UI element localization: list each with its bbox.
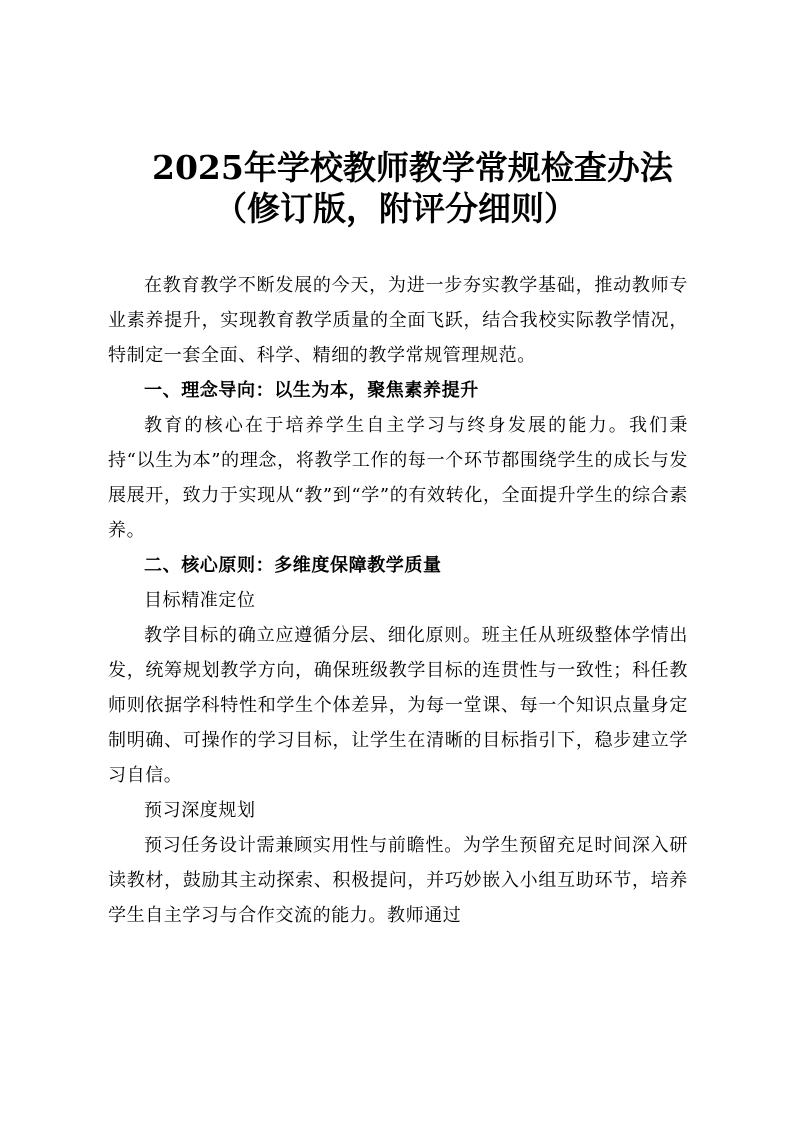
document-title-line2: （修订版，附评分细则） <box>214 189 577 228</box>
document-title-line1: 2025年学校教师教学常规检查办法 <box>152 148 673 187</box>
document-body <box>108 268 688 933</box>
intro-paragraph: 在教育教学不断发展的今天，为进一步夯实教学基础，推动教师专业素养提升，实现教育教学质量的全面飞跃，结合我校实际教学情况，特制定一套全面、科学、精细的教学常规管理规范。 <box>108 275 688 366</box>
section2-heading: 二、核心原则：多维度保障教学质量 <box>144 555 442 576</box>
section1-heading: 一、理念导向：以生为本，聚焦素养提升 <box>144 380 479 401</box>
item1-paragraph: 教学目标的确立应遵循分层、细化原则。班主任从班级整体学情出发，统筹规划教学方向，确保班级教学目标的连贯性与一致性；科任教师则依据学科特性和学生个体差异，为每一堂课、每一个知识点量身定制明确、可操作的学习目标，让学生在清晰的目标指引下，稳步建立学习自信。 <box>108 625 688 786</box>
section1-paragraph: 教育的核心在于培养学生自主学习与终身发展的能力。我们秉持“以生为本”的理念，将教学工作的每一个环节都围绕学生的成长与发展展开，致力于实现从“教”到“学”的有效转化，全面提升学生的综合素养。 <box>108 415 688 541</box>
item1-title: 目标精准定位 <box>144 590 256 611</box>
item2-title: 预习深度规划 <box>144 800 256 821</box>
item2-paragraph: 预习任务设计需兼顾实用性与前瞻性。为学生预留充足时间深入研读教材，鼓励其主动探索、积极提问，并巧妙嵌入小组互助环节，培养学生自主学习与合作交流的能力。教师通过 <box>108 835 688 926</box>
